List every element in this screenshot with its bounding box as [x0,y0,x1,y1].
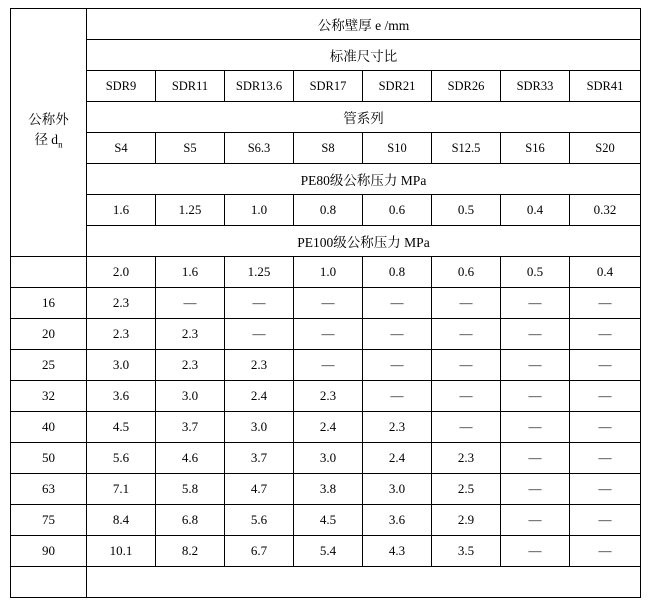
pipe-specification-table [10,8,641,598]
table-row [11,319,641,350]
table-row-wall-thickness-header [11,9,641,40]
cell-75-sdr11: 6.8 [156,505,225,536]
cell-63-sdr33: — [501,474,570,505]
table-row [11,474,641,505]
cell-40-sdr11: 3.7 [156,412,225,443]
cell-40-sdr17: 2.4 [294,412,363,443]
cell-50-sdr136: 3.7 [225,443,294,474]
row-dn-50: 50 [11,443,87,474]
cell-20-sdr26: — [432,319,501,350]
cell-50-sdr41: — [570,443,641,474]
cell-50-sdr26: 2.3 [432,443,501,474]
cell-16-sdr11: — [156,288,225,319]
table-row [11,536,641,567]
cell-16-sdr136: — [225,288,294,319]
table-row [11,505,641,536]
cell-63-sdr11: 5.8 [156,474,225,505]
cell-32-sdr17: 2.3 [294,381,363,412]
document-page [0,8,651,612]
cell-90-sdr136: 6.7 [225,536,294,567]
table-row-pe100-values [11,257,641,288]
cell-32-sdr9: 3.6 [87,381,156,412]
cell-90-sdr11: 8.2 [156,536,225,567]
cell-20-sdr41: — [570,319,641,350]
table-bottom-spacer-row [11,567,641,598]
s-cell-3: S6.3 [225,133,294,164]
cell-16-sdr21: — [363,288,432,319]
table-row-sdr-values [11,71,641,102]
pe80-cell-5: 0.6 [363,195,432,226]
row-dn-40: 40 [11,412,87,443]
cell-25-sdr11: 2.3 [156,350,225,381]
pe80-cell-2: 1.25 [156,195,225,226]
cell-32-sdr41: — [570,381,641,412]
cell-20-sdr136: — [225,319,294,350]
pe100-cell-2: 1.6 [156,257,225,288]
cell-25-sdr21: — [363,350,432,381]
table-row [11,443,641,474]
cell-50-sdr11: 4.6 [156,443,225,474]
table-row-pe100-header [11,226,641,257]
empty-corner-cell [11,257,87,288]
cell-50-sdr9: 5.6 [87,443,156,474]
pe100-cell-1: 2.0 [87,257,156,288]
header-nominal-wall-thickness: 公称壁厚 e /mm [87,9,641,40]
table-row-pipe-series-header [11,102,641,133]
s-cell-7: S16 [501,133,570,164]
cell-40-sdr21: 2.3 [363,412,432,443]
cell-90-sdr21: 4.3 [363,536,432,567]
header-pe80-nominal-pressure: PE80级公称压力 MPa [87,164,641,195]
cell-50-sdr17: 3.0 [294,443,363,474]
pe80-cell-3: 1.0 [225,195,294,226]
s-cell-4: S8 [294,133,363,164]
cell-25-sdr136: 2.3 [225,350,294,381]
s-cell-8: S20 [570,133,641,164]
corner-label-line2: 径 $d_n$ [34,132,63,150]
cell-75-sdr136: 5.6 [225,505,294,536]
table-row [11,412,641,443]
cell-32-sdr136: 2.4 [225,381,294,412]
row-dn-16: 16 [11,288,87,319]
spacer-cell-right [87,567,641,598]
table-row [11,288,641,319]
cell-40-sdr41: — [570,412,641,443]
pe100-cell-4: 1.0 [294,257,363,288]
cell-20-sdr9: 2.3 [87,319,156,350]
s-cell-1: S4 [87,133,156,164]
cell-25-sdr17: — [294,350,363,381]
header-pe100-nominal-pressure: PE100级公称压力 MPa [87,226,641,257]
header-pipe-series: 管系列 [87,102,641,133]
cell-25-sdr41: — [570,350,641,381]
cell-50-sdr33: — [501,443,570,474]
corner-label-subscript: n [58,139,63,150]
cell-75-sdr41: — [570,505,641,536]
sdr-cell-8: SDR41 [570,71,641,102]
cell-90-sdr9: 10.1 [87,536,156,567]
row-dn-20: 20 [11,319,87,350]
row-dn-63: 63 [11,474,87,505]
cell-16-sdr26: — [432,288,501,319]
cell-25-sdr9: 3.0 [87,350,156,381]
cell-16-sdr17: — [294,288,363,319]
row-dn-75: 75 [11,505,87,536]
cell-16-sdr33: — [501,288,570,319]
table-row-sdr-header [11,40,641,71]
cell-32-sdr33: — [501,381,570,412]
cell-90-sdr41: — [570,536,641,567]
cell-16-sdr41: — [570,288,641,319]
s-cell-5: S10 [363,133,432,164]
corner-header-nominal-outside-diameter [11,9,87,257]
cell-75-sdr33: — [501,505,570,536]
s-cell-2: S5 [156,133,225,164]
sdr-cell-1: SDR9 [87,71,156,102]
cell-40-sdr26: — [432,412,501,443]
sdr-cell-2: SDR11 [156,71,225,102]
cell-16-sdr9: 2.3 [87,288,156,319]
sdr-cell-4: SDR17 [294,71,363,102]
cell-90-sdr17: 5.4 [294,536,363,567]
cell-20-sdr33: — [501,319,570,350]
table-row [11,350,641,381]
corner-label-line1: 公称外 [28,112,69,128]
cell-32-sdr21: — [363,381,432,412]
pe100-cell-3: 1.25 [225,257,294,288]
cell-25-sdr33: — [501,350,570,381]
table-row [11,381,641,412]
cell-20-sdr21: — [363,319,432,350]
table-row-pe80-values [11,195,641,226]
cell-40-sdr9: 4.5 [87,412,156,443]
cell-50-sdr21: 2.4 [363,443,432,474]
cell-32-sdr11: 3.0 [156,381,225,412]
cell-63-sdr136: 4.7 [225,474,294,505]
table-row-pe80-header [11,164,641,195]
pe80-cell-1: 1.6 [87,195,156,226]
cell-20-sdr17: — [294,319,363,350]
cell-40-sdr136: 3.0 [225,412,294,443]
pe100-cell-8: 0.4 [570,257,641,288]
sdr-cell-3: SDR13.6 [225,71,294,102]
s-cell-6: S12.5 [432,133,501,164]
table-row-s-values [11,133,641,164]
pe80-cell-4: 0.8 [294,195,363,226]
pe80-cell-6: 0.5 [432,195,501,226]
pe80-cell-8: 0.32 [570,195,641,226]
cell-63-sdr9: 7.1 [87,474,156,505]
header-standard-dimension-ratio: 标准尺寸比 [87,40,641,71]
pe80-cell-7: 0.4 [501,195,570,226]
sdr-cell-5: SDR21 [363,71,432,102]
cell-75-sdr9: 8.4 [87,505,156,536]
cell-63-sdr17: 3.8 [294,474,363,505]
cell-32-sdr26: — [432,381,501,412]
cell-20-sdr11: 2.3 [156,319,225,350]
spacer-cell-left [11,567,87,598]
cell-63-sdr26: 2.5 [432,474,501,505]
cell-40-sdr33: — [501,412,570,443]
cell-63-sdr21: 3.0 [363,474,432,505]
pe100-cell-6: 0.6 [432,257,501,288]
pe100-cell-5: 0.8 [363,257,432,288]
row-dn-32: 32 [11,381,87,412]
sdr-cell-6: SDR26 [432,71,501,102]
pe100-cell-7: 0.5 [501,257,570,288]
cell-25-sdr26: — [432,350,501,381]
cell-90-sdr26: 3.5 [432,536,501,567]
cell-75-sdr17: 4.5 [294,505,363,536]
row-dn-25: 25 [11,350,87,381]
cell-75-sdr21: 3.6 [363,505,432,536]
cell-75-sdr26: 2.9 [432,505,501,536]
cell-63-sdr41: — [570,474,641,505]
cell-90-sdr33: — [501,536,570,567]
row-dn-90: 90 [11,536,87,567]
sdr-cell-7: SDR33 [501,71,570,102]
